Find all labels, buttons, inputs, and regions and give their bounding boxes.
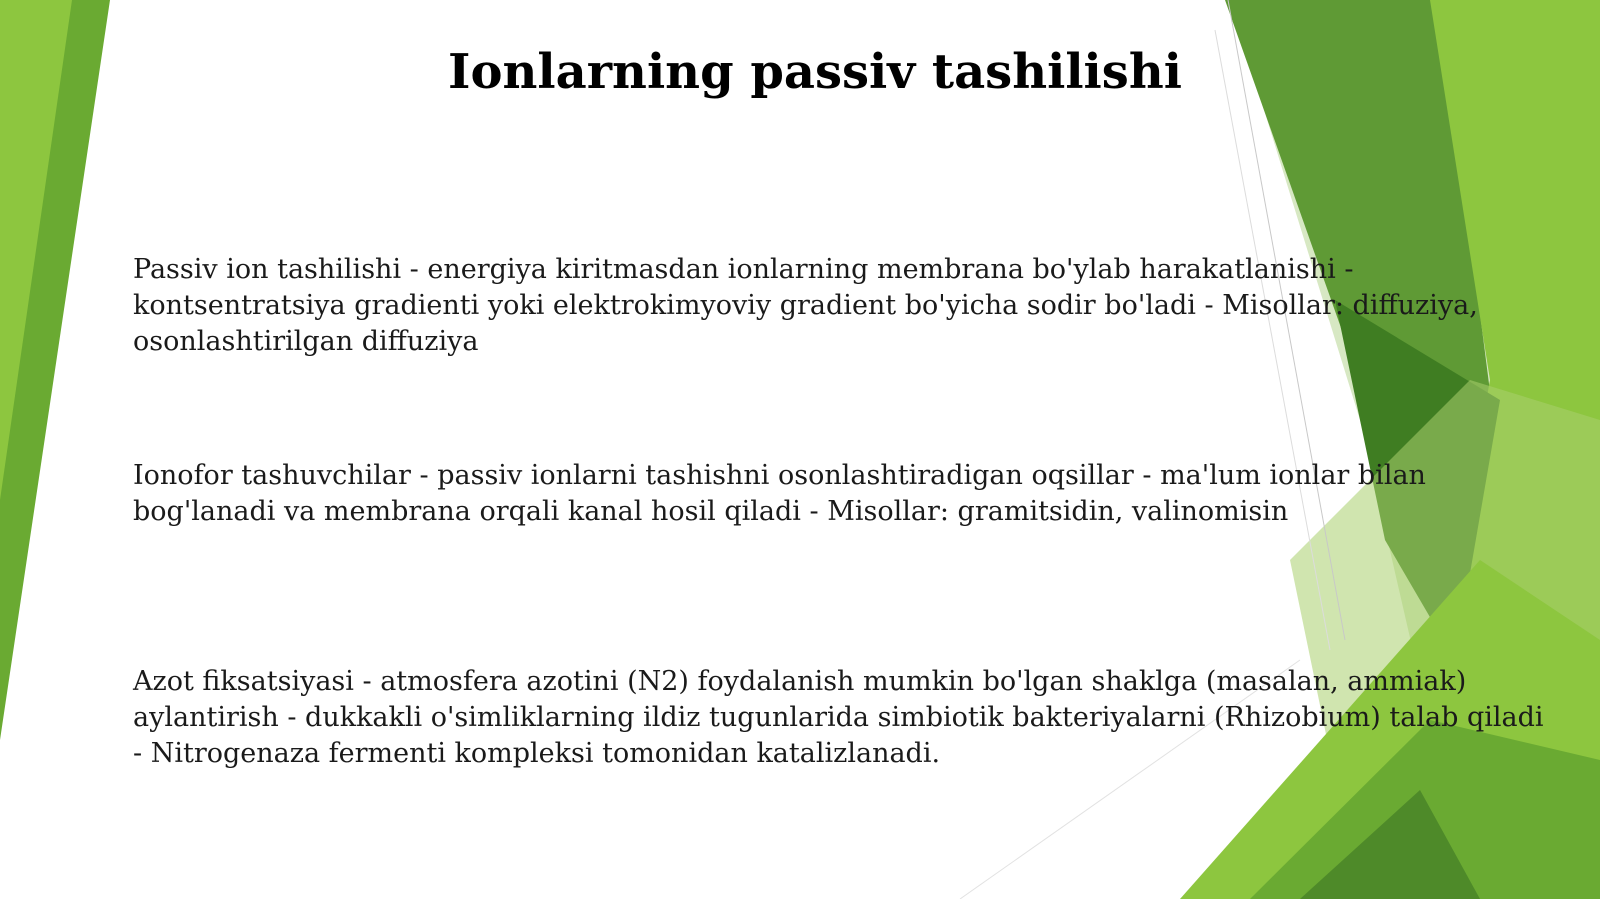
paragraph-nitrogen-fixation: Azot fiksatsiyasi - atmosfera azotini (N2) foydalanish mumkin bo'lgan shaklga (masalan, ammiak) aylantirish - dukkakli o'simliklarning ildiz tugunlarida simbiotik bakteriyalarni (Rhizobium) talab qiladi - Nitrogenaza fermenti kompleksi tomonidan katalizlanadi. — [133, 666, 1544, 769]
slide-title: Ionlarning passiv tashilishi — [448, 44, 1182, 100]
paragraph-passive-ion-transport: Passiv ion tashilishi - energiya kiritmasdan ionlarning membrana bo'ylab harakatlanishi - kontsentratsiya gradienti yoki elektrokimyoviy gradient bo'yicha sodir bo'ladi - Misollar: diffuziya, osonlashtirilgan diffuziya — [133, 254, 1478, 357]
paragraph-ionophore-carriers: Ionofor tashuvchilar - passiv ionlarni tashishni osonlashtiradigan oqsillar - ma'lum ionlar bilan bog'lanadi va membrana orqali kanal hosil qiladi - Misollar: gramitsidin, valinomisin — [133, 460, 1426, 527]
